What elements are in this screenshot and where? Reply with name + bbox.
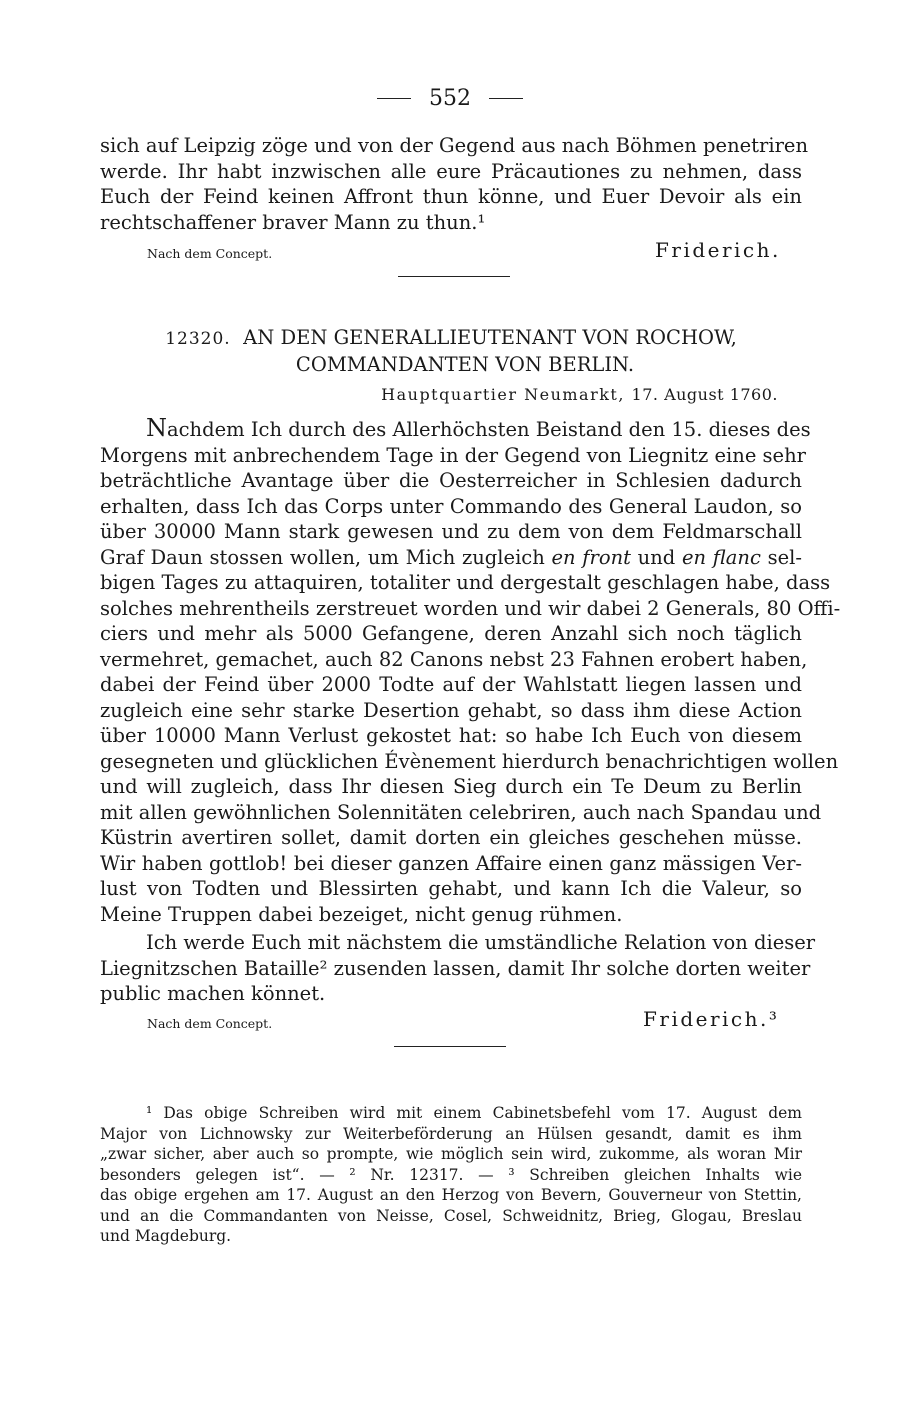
text-line: Wir haben gottlob! bei dieser ganzen Affaire einen ganz mässigen Ver- bbox=[100, 851, 802, 875]
letter-paragraph-2 bbox=[100, 930, 816, 1007]
letter-paragraph-1 bbox=[100, 414, 841, 927]
dateline-date: 17. August 1760. bbox=[631, 385, 778, 404]
page-header bbox=[0, 86, 900, 111]
footnote-line: das obige ergehen am 17. August an den Herzog von Bevern, Gouverneur von Stettin, bbox=[100, 1186, 802, 1204]
text-line: Meine Truppen dabei bezeiget, nicht genug rühmen. bbox=[100, 902, 623, 926]
letter-signature: Friderich.³ bbox=[643, 1007, 780, 1031]
footnote-line: und Magdeburg. bbox=[100, 1227, 232, 1245]
prev-letter-text bbox=[100, 133, 808, 235]
footnote-line: „zwar sicher, aber auch so prompte, wie möglich sein wird, zukomme, als woran Mir bbox=[100, 1145, 802, 1163]
text-line: zugleich eine sehr starke Desertion gehabt, so dass ihm diese Action bbox=[100, 698, 802, 722]
text-line: Morgens mit anbrechendem Tage in der Gegend von Liegnitz eine sehr bbox=[100, 443, 806, 467]
letter-title-line2: COMMANDANTEN VON BERLIN. bbox=[295, 353, 635, 376]
text-line: erhalten, dass Ich das Corps unter Commando des General Laudon, so bbox=[100, 494, 802, 518]
header-dash-right bbox=[489, 98, 523, 99]
text-line: rechtschaffener braver Mann zu thun.¹ bbox=[100, 210, 486, 234]
header-dash-left bbox=[377, 98, 411, 99]
letter-dateline bbox=[381, 385, 778, 404]
text-line: gesegneten und glücklichen Évènement hierdurch benachrichtigen wollen bbox=[100, 749, 839, 773]
letter-heading bbox=[100, 325, 802, 377]
text-line-content: achdem Ich durch des Allerhöchsten Beistand den 15. dieses des bbox=[167, 418, 811, 441]
footnote-line: und an die Commandanten von Neisse, Cosel, Schweidnitz, Brieg, Glogau, Breslau bbox=[100, 1206, 802, 1225]
text-line: Liegnitzschen Bataille² zusenden lassen, damit Ihr solche dorten weiter bbox=[100, 956, 811, 980]
italic-phrase: en flanc bbox=[681, 545, 761, 569]
text-line: Euch der Feind keinen Affront thun könne, und Euer Devoir als ein bbox=[100, 185, 802, 208]
text-line: Küstrin avertiren sollet, damit dorten ein gleiches geschehen müsse. bbox=[100, 826, 802, 849]
text-line: public machen könnet. bbox=[100, 982, 326, 1005]
text-line: ciers und mehr als 5000 Gefangene, deren Anzahl sich noch täglich bbox=[100, 622, 802, 645]
footnote-line: besonders gelegen ist“. — ² Nr. 12317. — ³ Schreiben gleichen Inhalts wie bbox=[100, 1165, 802, 1184]
letter-title-line1: AN DEN GENERALLIEUTENANT VON ROCHOW, bbox=[243, 326, 737, 349]
text-line: lust von Todten und Blessirten gehabt, und kann Ich die Valeur, so bbox=[100, 877, 802, 900]
text-line bbox=[100, 414, 811, 443]
footnotes bbox=[100, 1103, 802, 1247]
text-line: über 30000 Mann stark gewesen und zu dem von dem Feldmarschall bbox=[100, 520, 802, 543]
footnote-line: Major von Lichnowsky zur Weiterbeförderung an Hülsen gesandt, damit es ihm bbox=[100, 1124, 802, 1143]
section-divider bbox=[398, 276, 510, 277]
prev-letter-source: Nach dem Concept. bbox=[147, 246, 273, 261]
dateline-place: Hauptquartier Neumarkt, bbox=[381, 385, 625, 404]
text-line: Graf Daun stossen wollen, um Mich zugleich en front und en flanc sel- bbox=[100, 545, 802, 569]
text-line: beträchtliche Avantage über die Oesterreicher in Schlesien dadurch bbox=[100, 469, 802, 492]
text-line: vermehret, gemachet, auch 82 Canons nebst 23 Fahnen erobert haben, bbox=[100, 647, 808, 671]
footnote-line: ¹ Das obige Schreiben wird mit einem Cabinetsbefehl vom 17. August dem bbox=[146, 1104, 802, 1122]
text-line: und will zugleich, dass Ihr diesen Sieg durch ein Te Deum zu Berlin bbox=[100, 775, 802, 798]
text-line: bigen Tages zu attaquiren, totaliter und dergestalt geschlagen habe, dass bbox=[100, 571, 831, 594]
text-line: Ich werde Euch mit nächstem die umständliche Relation von dieser bbox=[146, 931, 816, 954]
letter-source: Nach dem Concept. bbox=[147, 1016, 273, 1031]
text-line: mit allen gewöhnlichen Solennitäten celebriren, auch nach Spandau und bbox=[100, 800, 822, 824]
initial-letter: N bbox=[146, 414, 167, 442]
text-line: solches mehrentheils zerstreuet worden und wir dabei 2 Generals, 80 Offi- bbox=[100, 596, 841, 620]
italic-phrase: en front bbox=[551, 545, 631, 569]
text-line: werde. Ihr habt inzwischen alle eure Präcautiones zu nehmen, dass bbox=[100, 159, 802, 183]
letter-number: 12320. bbox=[165, 329, 231, 349]
text-line: dabei der Feind über 2000 Todte auf der Wahlstatt liegen lassen und bbox=[100, 673, 802, 696]
text-line: sich auf Leipzig zöge und von der Gegend aus nach Böhmen penetriren bbox=[100, 134, 808, 157]
letter-heading-line2 bbox=[100, 352, 802, 377]
section-divider bbox=[394, 1046, 506, 1047]
text-line: über 10000 Mann Verlust gekostet hat: so habe Ich Euch von diesem bbox=[100, 724, 802, 747]
prev-letter-signature: Friderich. bbox=[655, 238, 781, 262]
page-number: 552 bbox=[429, 86, 471, 111]
letter-heading-line1 bbox=[100, 325, 802, 352]
